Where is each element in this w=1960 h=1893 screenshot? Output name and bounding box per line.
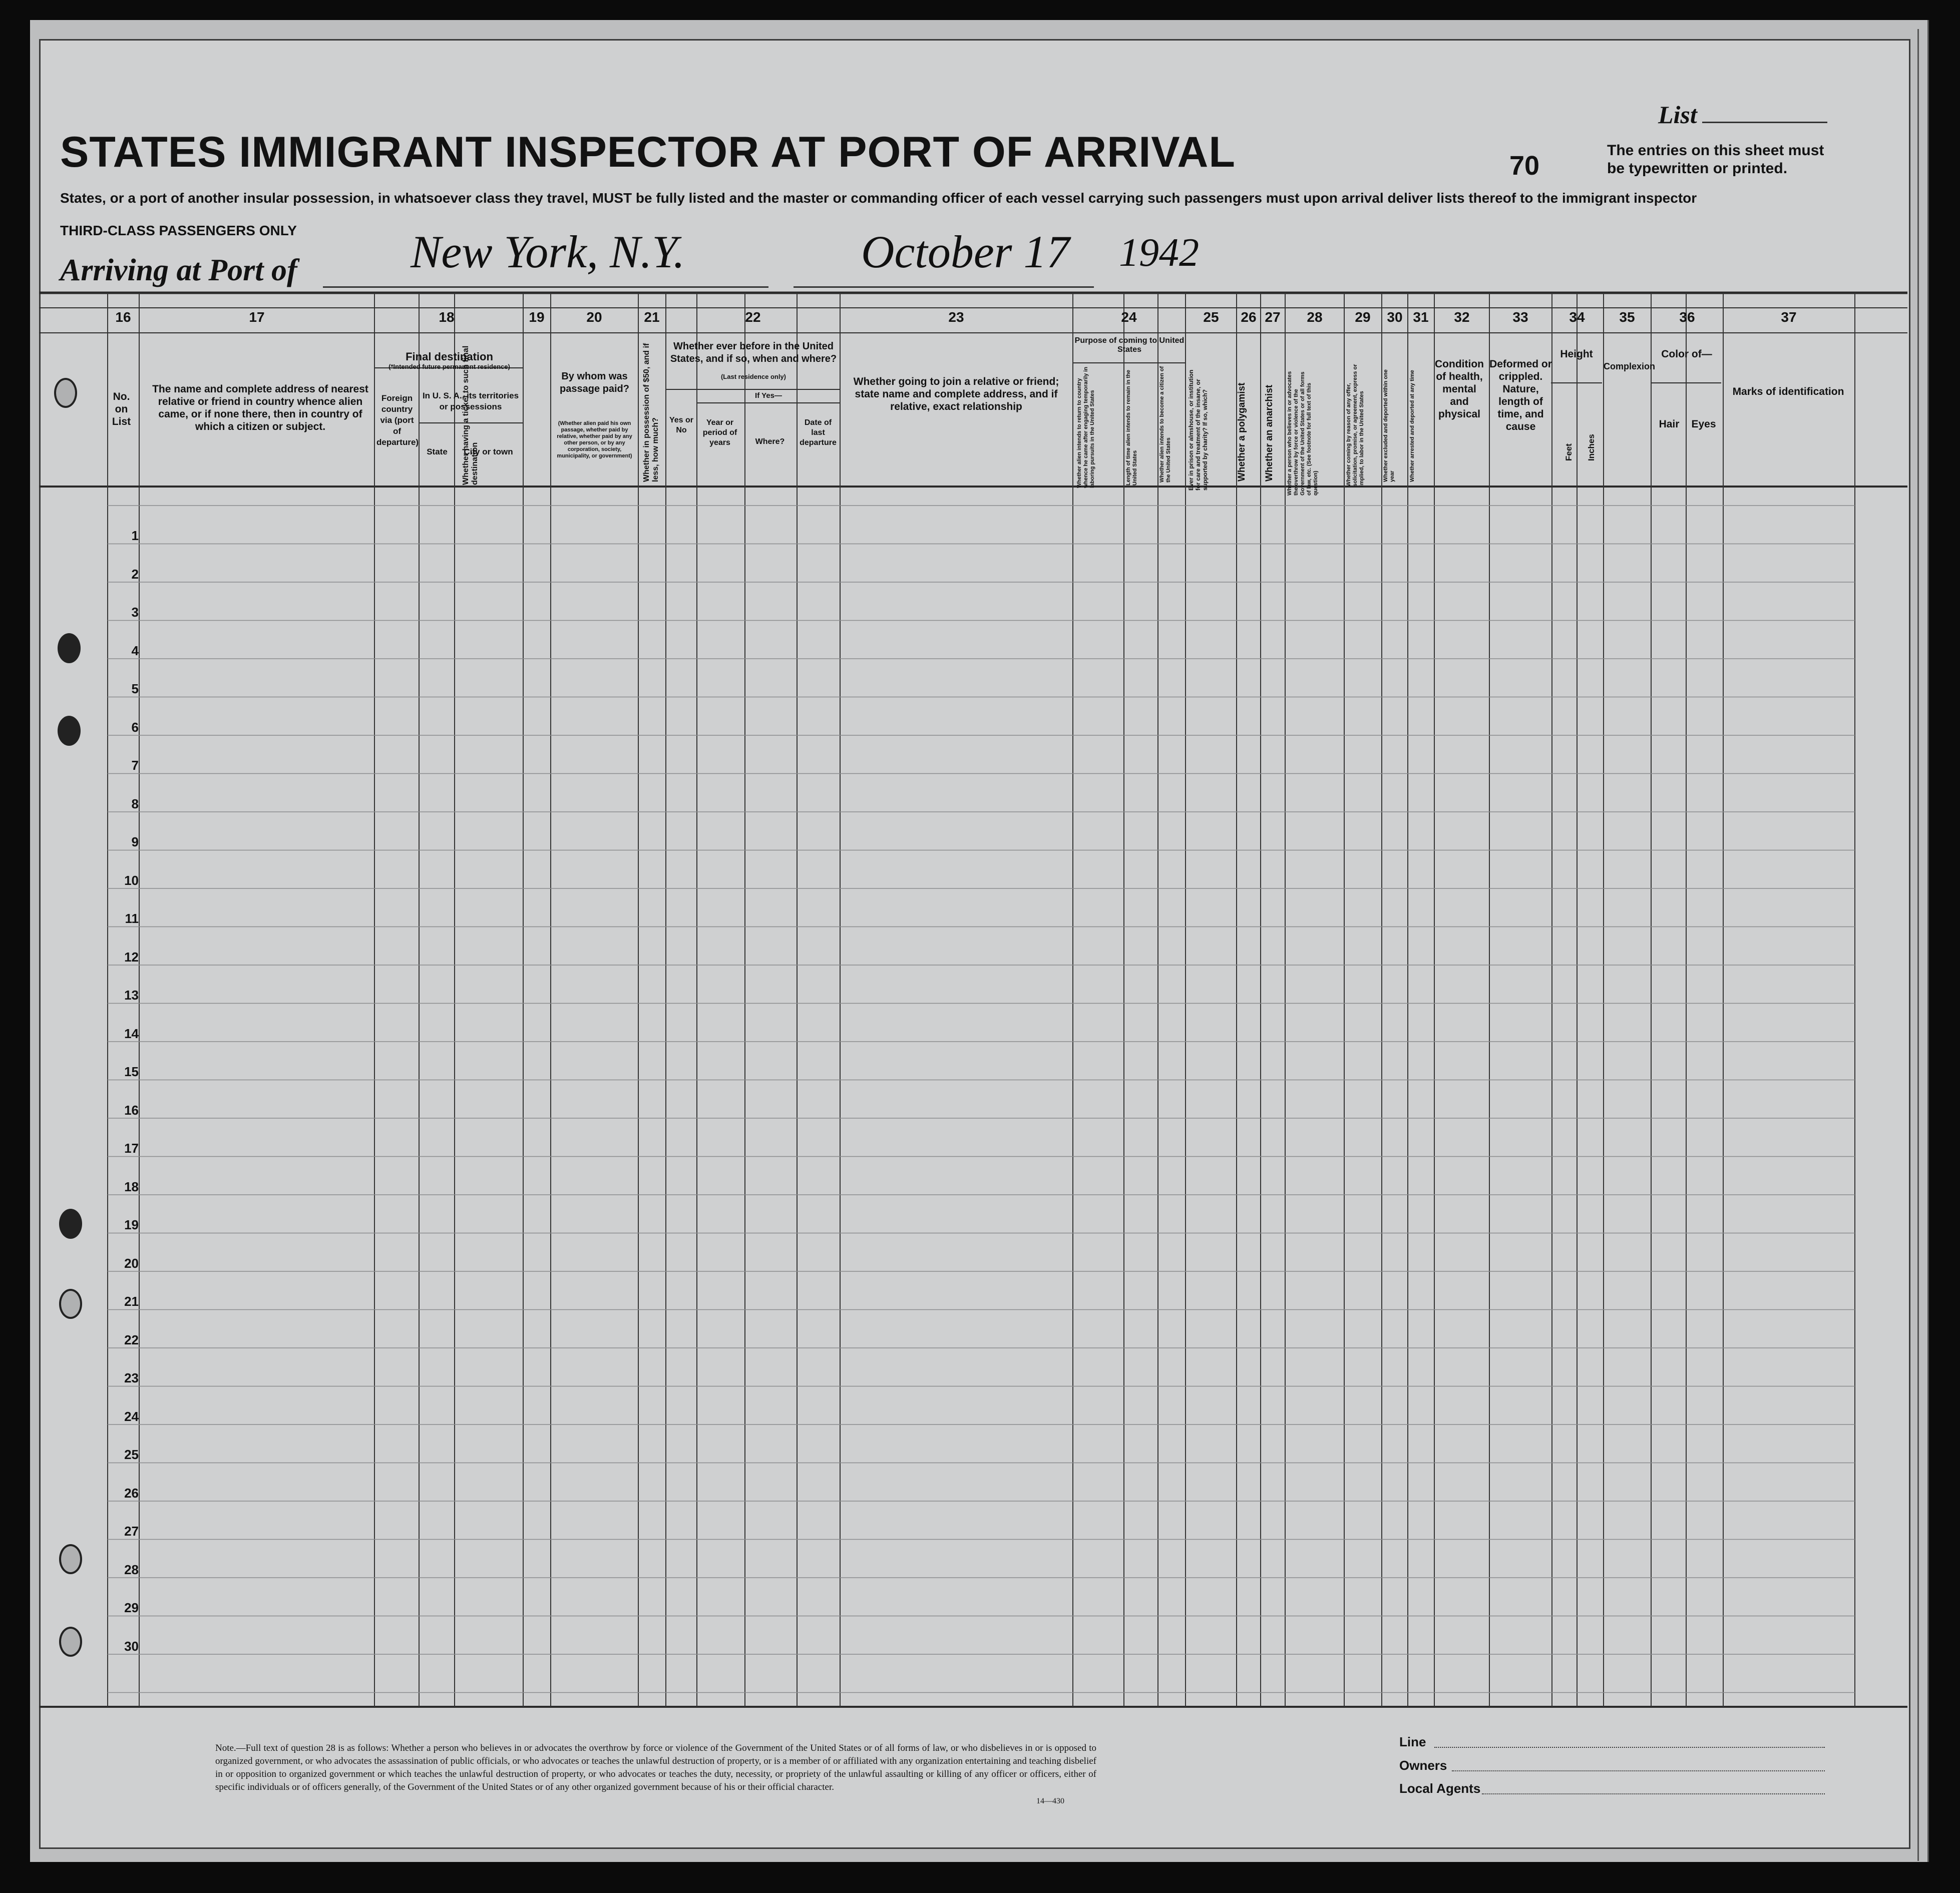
column-number: 20 [586, 309, 602, 325]
col20-title: By whom was passage paid? [560, 371, 629, 394]
row-number: 20 [124, 1255, 139, 1271]
col27-header: Whether an anarchist [1264, 384, 1275, 482]
row-number: 4 [131, 643, 139, 658]
column-number: 22 [745, 309, 761, 325]
col18-foreign: Foreign country via (port of departure) [376, 393, 419, 447]
column-number: 37 [1781, 309, 1797, 325]
page-number: 70 [1509, 151, 1540, 181]
col30-header: Whether excluded and deported within one year [1383, 369, 1395, 482]
row-number: 19 [124, 1217, 139, 1232]
col28-header: Whether a person who believes in or advocates the overthrow by force or violence of the Government of the United States or of all forms of law, etc. (See footnote for full text of this question) [1287, 371, 1319, 496]
column-number: 25 [1203, 309, 1219, 325]
footer-owners-blank [1452, 1770, 1825, 1771]
row-number: 2 [131, 566, 139, 582]
column-number: 29 [1355, 309, 1371, 325]
col29-header: Whether coming by reason of any offer, solicitation, promise, or agreement, express or implied, to labor in the United States [1346, 364, 1365, 487]
col17-header: The name and complete address of nearest relative or friend in country whence alien came, or if none there, then in country of which a citizen or subject. [152, 383, 368, 432]
year-handwritten: 1942 [1119, 231, 1199, 275]
col35-header: Complexion [1604, 361, 1656, 371]
port-handwritten: New York, N.Y. [411, 226, 685, 277]
typed-notice-line-2: be typewritten or printed. [1607, 160, 1788, 177]
footnote-question-28: Note.—Full text of question 28 is as follows: Whether a person who believes in or advocates the overthrow by force or violence of the Government of the United States or of all forms of law, or who disbelieves in or is opposed to organized government, or who advocates the assassination of public officials, or who advocates or teaches the unlawful destruction of property, or is a member of or affiliated with any organization entertaining and teaching disbelief in or opposition to organized government or which teaches the unlawful destruction of property, or who advocates or teaches the duty, necessity, or propriety of the unlawful assaulting or killing of any officer or officers, either of specific individuals or of officers generally, of the Government of the United States or of any other organized government because of his or their official character. [215, 1743, 1096, 1792]
col32-header: Condition of health, mental and physical [1435, 358, 1484, 420]
col36-eyes: Eyes [1691, 418, 1716, 430]
col18-state: State [427, 447, 448, 456]
col23-header: Whether going to join a relative or friend; state name and complete address, and if relative, exact relationship [853, 376, 1059, 412]
footer-owners-label: Owners [1399, 1758, 1447, 1773]
column-number: 26 [1241, 309, 1257, 325]
binder-hole [59, 1627, 82, 1657]
row-number: 15 [124, 1064, 139, 1079]
row-number: 9 [131, 834, 139, 849]
row-number: 23 [124, 1370, 139, 1385]
column-number: 21 [644, 309, 660, 325]
col34-feet: Feet [1564, 443, 1574, 461]
row-number: 7 [131, 758, 139, 773]
column-number: 33 [1512, 309, 1528, 325]
row-number: 8 [131, 796, 139, 811]
footer-agents-blank [1482, 1793, 1825, 1794]
column-number: 30 [1387, 309, 1403, 325]
column-number: 35 [1619, 309, 1635, 325]
col16-header: No. on List [112, 391, 131, 427]
col18-usa: In U. S. A., its territories or possessions [422, 391, 519, 411]
date-handwritten: October 17 [861, 226, 1070, 277]
col34-inches: Inches [1587, 434, 1596, 461]
row-number: 27 [124, 1524, 139, 1539]
col22-subtitle: (Last residence only) [720, 373, 787, 380]
col24b-header: Length of time alien intends to remain in the United States [1125, 369, 1138, 486]
col22-title: Whether ever before in the United States, and if so, when and where? [670, 341, 837, 364]
page-title: STATES IMMIGRANT INSPECTOR AT PORT OF ARRIVAL [60, 128, 1236, 176]
col22-years: Year or period of years [702, 418, 737, 447]
row-number: 3 [131, 605, 139, 620]
col21-header: Whether in possession of $50, and if less, how much? [642, 343, 660, 482]
footer-agents-label: Local Agents [1399, 1781, 1481, 1796]
col31-header: Whether arrested and deported at any time [1409, 370, 1415, 482]
arriving-label: Arriving at Port of [60, 253, 297, 287]
col22-yesno: Yes or No [669, 416, 694, 434]
column-number: 32 [1454, 309, 1470, 325]
list-label: List [1658, 101, 1697, 129]
class-note: THIRD-CLASS PASSENGERS ONLY [60, 223, 297, 238]
column-number: 24 [1121, 309, 1137, 325]
col37-header: Marks of identification [1732, 386, 1844, 397]
binder-hole [58, 633, 81, 663]
binder-hole [58, 716, 81, 746]
row-number: 24 [124, 1408, 139, 1424]
row-number: 11 [125, 911, 139, 926]
column-number: 34 [1569, 309, 1585, 325]
col34-title: Height [1560, 348, 1593, 360]
row-number: 25 [124, 1447, 139, 1462]
row-number: 1 [131, 528, 139, 543]
col20-subtitle: (Whether alien paid his own passage, whether paid by relative, whether paid by any other person, or by any corporation, society, municipality, or government) [557, 420, 632, 459]
column-number: 27 [1265, 309, 1281, 325]
binder-hole [59, 1544, 82, 1574]
row-number: 17 [124, 1141, 139, 1156]
column-number: 18 [439, 309, 455, 325]
form-code: 14—430 [1036, 1797, 1064, 1805]
column-number: 36 [1679, 309, 1695, 325]
row-number: 30 [124, 1638, 139, 1654]
col25-header: Ever in prison or almshouse, or institution for care and treatment of the insane, or supported by charity? If so, which? [1188, 369, 1209, 491]
col26-header: Whether a polygamist [1237, 382, 1247, 482]
column-number: 28 [1307, 309, 1323, 325]
col24-title: Purpose of coming to United States [1074, 336, 1185, 354]
col22-date: Date of last departure [800, 418, 837, 447]
col24c-header: Whether alien intends to become a citizen of the United States [1159, 366, 1171, 483]
row-number: 18 [124, 1179, 139, 1194]
col18-title: Final destination [406, 350, 493, 363]
row-number: 5 [131, 681, 139, 696]
col36-title: Color of— [1661, 348, 1712, 360]
footer-line-blank [1434, 1747, 1825, 1748]
col24a-header: Whether alien intends to return to country whence he came after engaging temporarily in laboring pursuits in the United States [1076, 366, 1095, 488]
column-number: 16 [115, 309, 131, 325]
binder-hole [59, 1289, 82, 1319]
row-number: 14 [124, 1026, 139, 1041]
binder-hole [54, 378, 77, 408]
column-number: 17 [249, 309, 265, 325]
row-number: 12 [124, 949, 139, 965]
column-number: 19 [529, 309, 545, 325]
col18-subtitle: (*Intended future permanent residence) [388, 363, 510, 370]
col19-header: Whether having a ticket to such final destination [462, 345, 479, 485]
instruction-text: States, or a port of another insular possession, in whatsoever class they travel, MUST be fully listed and the master or commanding officer of each vessel carrying such passengers must upon arrival deliver lists thereof to the immigrant inspector [60, 190, 1697, 206]
col22-where: Where? [755, 437, 785, 446]
column-number: 23 [948, 309, 964, 325]
column-number: 31 [1413, 309, 1429, 325]
row-number: 6 [131, 719, 139, 735]
col36-hair: Hair [1659, 418, 1680, 430]
col18-city: City or town [464, 447, 513, 456]
binder-hole [59, 1209, 82, 1239]
col33-header: Deformed or crippled. Nature, length of time, and cause [1489, 358, 1552, 432]
row-number: 13 [124, 988, 139, 1003]
footer-line-label: Line [1399, 1734, 1426, 1749]
row-number: 28 [124, 1562, 139, 1577]
row-number: 26 [124, 1485, 139, 1501]
row-number: 16 [124, 1102, 139, 1118]
row-number: 22 [124, 1332, 139, 1347]
col22-ifyes: If Yes— [755, 391, 782, 400]
typed-notice-line-1: The entries on this sheet must [1607, 142, 1824, 159]
row-number: 21 [124, 1294, 139, 1309]
row-number: 10 [124, 872, 139, 888]
row-number: 29 [124, 1600, 139, 1615]
